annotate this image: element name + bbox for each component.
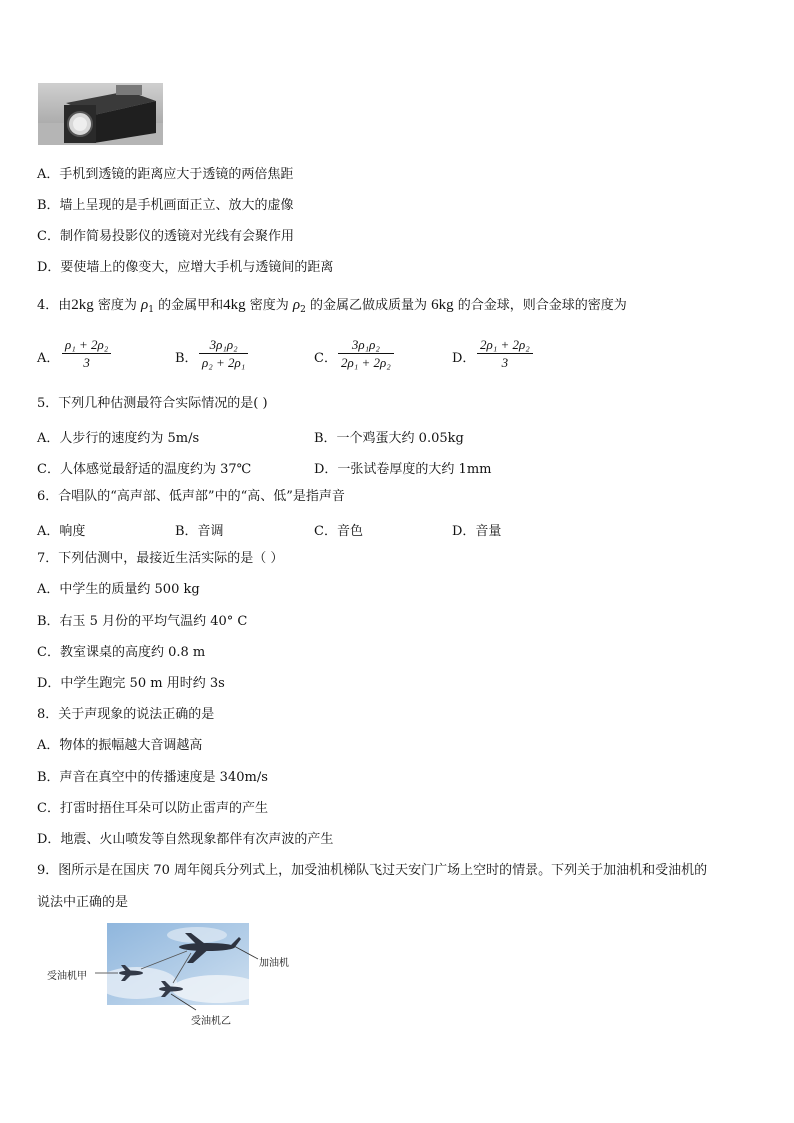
q3-option-b: B．墙上呈现的是手机画面正立、放大的虚像 xyxy=(37,198,294,213)
q4-option-a-label: A． xyxy=(37,351,60,366)
q4-option-b-fraction: $\frac{\text{3ρ₁ρ₂}}{\text{ρ₂ + 2ρ₁}}$ xyxy=(199,336,248,371)
q7-option-b: B．右玉 5 月份的平均气温约 40° C xyxy=(37,614,248,629)
q6-option-b: B．音调 xyxy=(175,524,224,539)
q7-stem: 7．下列估测中，最接近生活实际的是（ ） xyxy=(37,551,284,566)
q8-option-d: D．地震、火山喷发等自然现象都伴有次声波的产生 xyxy=(37,832,334,847)
label-receiver-a: 受油机甲 xyxy=(47,971,87,982)
q6-stem: 6．合唱队的“高声部、低声部”中的“高、低”是指声音 xyxy=(37,489,345,504)
q5-option-d: D．一张试卷厚度的大约 1mm xyxy=(314,462,492,477)
q5-option-c: C．人体感觉最舒适的温度约为 37℃ xyxy=(37,462,252,477)
q3-option-c: C．制作简易投影仪的透镜对光线有会聚作用 xyxy=(37,229,294,244)
q4-stem: 4．由2kg 密度为 $\rho_1$ 的金属甲和4kg 密度为 $\rho_2$ 的金属乙做成质量为 6kg 的合金球，则合金球的密度为 xyxy=(37,297,627,315)
label-receiver-b: 受油机乙 xyxy=(191,1016,231,1027)
q7-option-c: C．教室课桌的高度约 0.8 m xyxy=(37,645,206,660)
q8-stem: 8．关于声现象的说法正确的是 xyxy=(37,707,215,722)
q4-option-d-label: D． xyxy=(452,351,476,366)
label-tanker: 加油机 xyxy=(259,958,289,969)
q7-option-a: A．中学生的质量约 500 kg xyxy=(37,582,200,597)
q4-option-c-label: C． xyxy=(314,351,337,366)
q8-option-c: C．打雷时捂住耳朵可以防止雷声的产生 xyxy=(37,801,268,816)
q9-stem-line2: 说法中正确的是 xyxy=(37,895,129,910)
q7-option-d: D．中学生跑完 50 m 用时约 3s xyxy=(37,676,225,691)
q5-option-a: A．人步行的速度约为 5m/s xyxy=(37,431,200,446)
q3-option-d: D．要使墙上的像变大，应增大手机与透镜间的距离 xyxy=(37,260,334,275)
q5-option-b: B．一个鸡蛋大约 0.05kg xyxy=(314,431,464,446)
q6-option-c: C．音色 xyxy=(314,524,363,539)
q3-option-a: A．手机到透镜的距离应大于透镜的两倍焦距 xyxy=(37,167,294,182)
q4-option-c-fraction: $\frac{\text{3ρ₁ρ₂}}{\text{2ρ₁ + 2ρ₂}}$ xyxy=(338,336,394,371)
q6-option-a: A．响度 xyxy=(37,524,86,539)
q4-option-d-fraction: $\frac{\text{2ρ₁ + 2ρ₂}}{3}$ xyxy=(477,336,533,371)
q6-option-d: D．音量 xyxy=(452,524,502,539)
q4-option-b-label: B． xyxy=(175,351,198,366)
q8-option-b: B．声音在真空中的传播速度是 340m/s xyxy=(37,770,268,785)
q5-stem: 5．下列几种估测最符合实际情况的是( ) xyxy=(37,396,268,411)
q9-stem-line1: 9．图所示是在国庆 70 周年阅兵分列式上，加受油机梯队飞过天安门广场上空时的情景。下列关于加油机和受油机的 xyxy=(37,863,708,878)
q4-option-a-fraction: $\frac{\text{ρ₁ + 2ρ₂}}{3}$ xyxy=(62,336,111,371)
q8-option-a: A．物体的振幅越大音调越高 xyxy=(37,738,203,753)
